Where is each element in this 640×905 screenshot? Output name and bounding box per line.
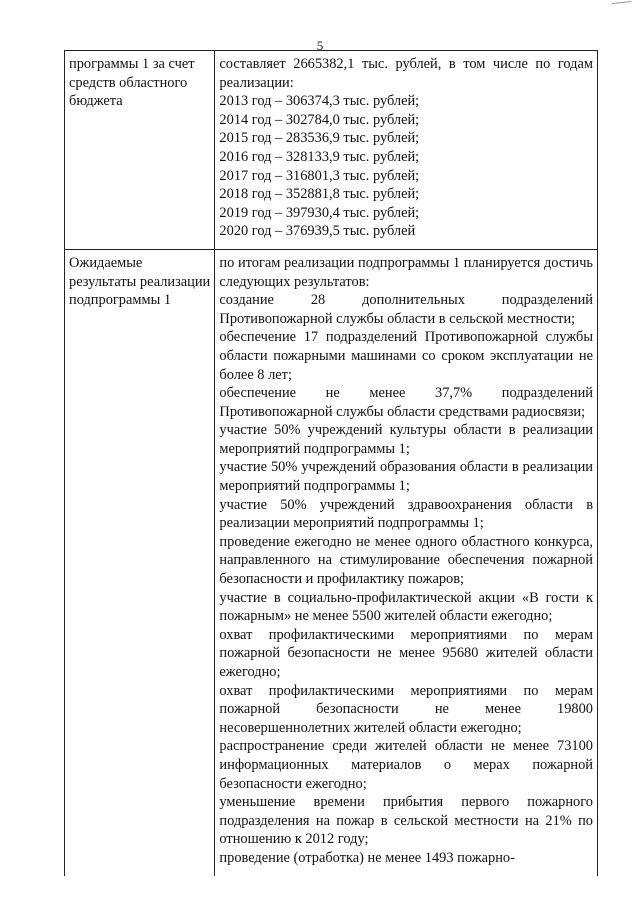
funding-label: программы 1 за счет средств областного бюджета [69,56,195,110]
funding-year-2015: 2015 год – 283536,9 тыс. рублей; [219,130,420,147]
results-item: уменьшение времени прибытия первого пожарного подразделения на пожар в сельской местности на 21% по отношению к 2012 году; [219,794,593,848]
funding-year-2018: 2018 год – 352881,8 тыс. рублей; [219,186,420,203]
results-label-cell [65,249,215,875]
corner-scan-mark [612,1,633,12]
results-item: охват профилактическими мероприятиями по мерам пожарной безопасности не менее 95680 жителей области ежегодно; [219,626,593,680]
results-label: Ожидаемые результаты реализации подпрограммы 1 [69,254,211,309]
results-content-cell [215,249,598,875]
funding-year-2016: 2016 год – 328133,9 тыс. рублей; [219,148,420,165]
funding-label-cell [65,51,215,250]
results-item: распространение среди жителей области не менее 73100 информационных материалов о мерах пожарной безопасности ежегодно; [219,738,593,792]
funding-year-2019: 2019 год – 397930,4 тыс. рублей; [219,204,420,221]
funding-row [65,51,598,250]
results-item: участие 50% учреждений культуры области в реализации мероприятий подпрограммы 1; [219,422,593,457]
funding-year-2020: 2020 год – 376939,5 тыс. рублей [219,223,416,240]
page-number: 5 [316,38,324,53]
results-item: создание 28 дополнительных подразделений Противопожарной службы области в сельской местности; [219,292,593,327]
funding-year-2017: 2017 год – 316801,3 тыс. рублей; [219,167,420,184]
results-item: обеспечение не менее 37,7% подразделений Противопожарной службы области средствами радиосвязи; [219,385,593,420]
results-item: охват профилактическими мероприятиями по мерам пожарной безопасности не менее 19800 несовершеннолетних жителей области ежегодно; [219,682,593,736]
results-item: проведение ежегодно не менее одного областного конкурса, направленного на стимулирование обеспечения пожарной безопасности и профилактику пожаров; [219,533,593,588]
results-item: участие в социально-профилактической акции «В гости к пожарным» не менее 5500 жителей области ежегодно; [219,589,593,625]
funding-year-2013: 2013 год – 306374,3 тыс. рублей; [219,93,420,110]
results-item: участие 50% учреждений образования области в реализации мероприятий подпрограммы 1; [219,459,593,495]
results-item: проведение (отработка) не менее 1493 пожарно- [219,849,515,866]
program-passport-table [64,50,598,876]
funding-content-cell [215,51,598,250]
results-item: по итогам реализации подпрограммы 1 планируется достичь следующих результатов: [219,254,593,290]
funding-intro: составляет 2665382,1 тыс. рублей, в том числе по годам реализации: [219,56,593,91]
results-item: обеспечение 17 подразделений Противопожарной службы области пожарными машинами со сроком эксплуатации не более 8 лет; [219,329,593,383]
funding-year-2014: 2014 год – 302784,0 тыс. рублей; [219,111,420,128]
results-row [65,249,598,875]
results-item: участие 50% учреждений здравоохранения области в реализации мероприятий подпрограммы 1; [219,496,593,532]
